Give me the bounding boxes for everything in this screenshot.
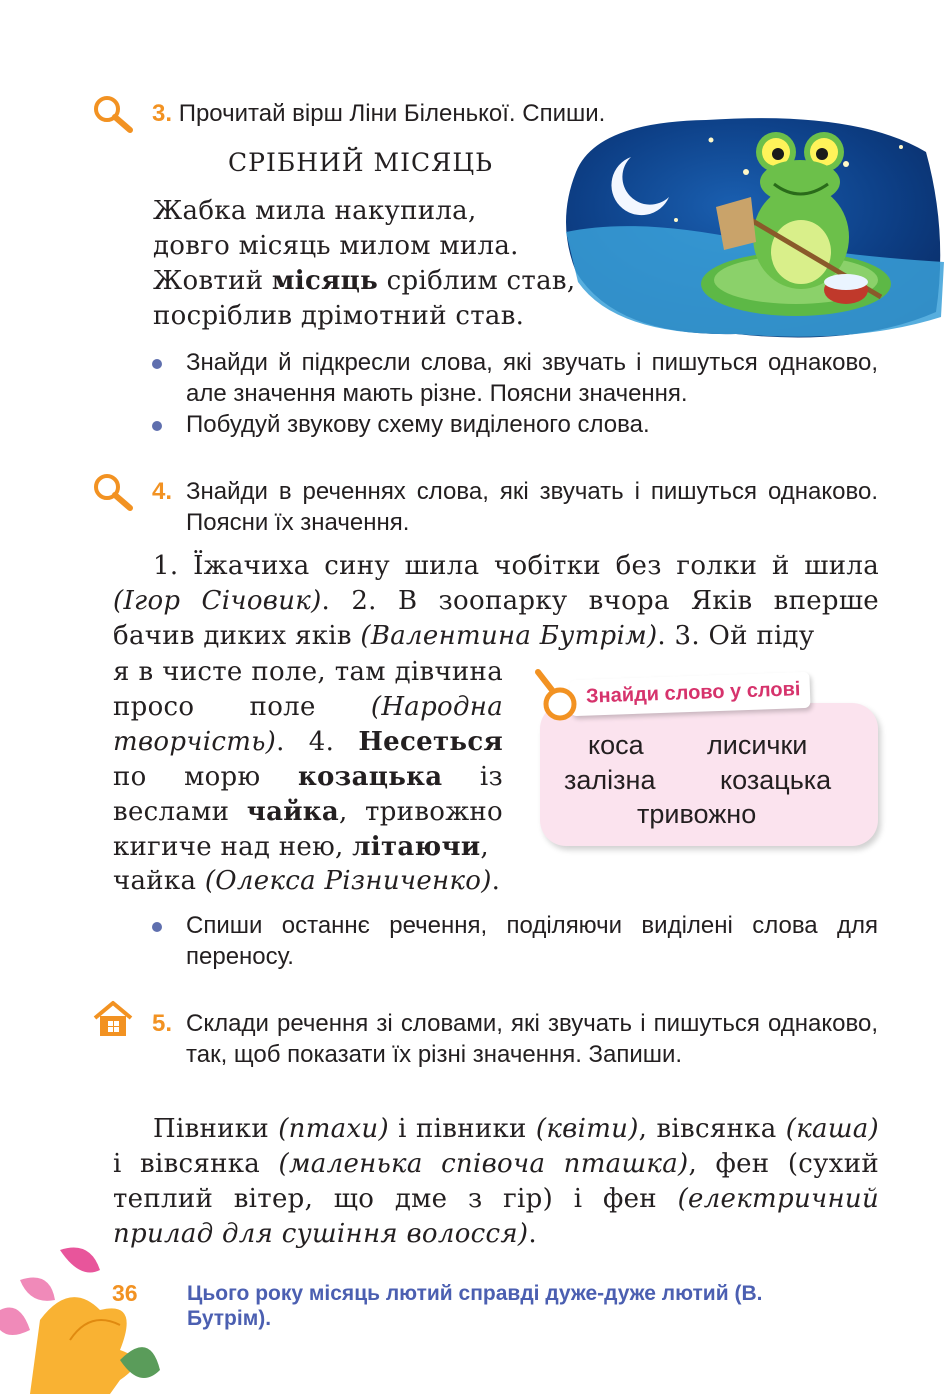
author-citation: (Олекса Різниченко)	[204, 866, 492, 896]
bullet-dot	[152, 421, 162, 431]
footer-quote: Цього року місяць лютий справді дуже-дуже лютий (В. Бутрім).	[187, 1282, 763, 1330]
magnifier-icon	[530, 666, 580, 724]
ex3-number: 3.	[152, 100, 173, 127]
poem-title: СРІБНИЙ МІСЯЦЬ	[228, 148, 493, 177]
ex4-paragraph-1: 1. Їжачиха сину шила чобітки без голки й шила (Ігор Січовик). 2. В зоопарку вчора Яків вперше бачив диких яків (Валентина Бутрім). 3. Ой піду	[113, 551, 879, 651]
page-number: 36	[112, 1280, 138, 1306]
poem	[153, 194, 593, 334]
magnifier-icon	[92, 472, 136, 512]
highlighted-word: чайка	[246, 797, 340, 827]
ex3-bullet-2: Побудуй звукову схему виділеного слова.	[186, 411, 650, 438]
poem-line: посріблив дрімотний став.	[153, 301, 525, 331]
box-word: лисички	[707, 730, 808, 760]
box-word: коса	[588, 730, 644, 760]
ex4-bullet-1: Спиши останнє речення, поділяючи виділені слова для переносу.	[186, 912, 878, 970]
poem-line: довго місяць милом мила.	[153, 231, 519, 261]
ex3-instruction: Прочитай вірш Ліни Біленької. Спиши.	[178, 100, 606, 127]
house-icon	[92, 1000, 134, 1038]
ex4-number: 4.	[152, 478, 173, 505]
author-citation: (Ігор Січовик)	[113, 586, 322, 616]
box-word: тривожно	[637, 799, 757, 829]
highlighted-word: Несеться	[358, 727, 503, 757]
poem-line: Жабка мила накупила,	[153, 196, 477, 226]
highlighted-word: козацька	[297, 762, 443, 792]
highlighted-word: літаючи	[352, 832, 481, 862]
highlighted-word: місяць	[271, 266, 379, 296]
author-citation: (Народна творчість)	[113, 692, 503, 757]
magnifier-icon	[92, 94, 136, 134]
box-word: залізна	[564, 765, 656, 795]
ex4-instruction: Знайди в реченнях слова, які звучать і пишуться однаково. Поясни їх значення.	[186, 478, 878, 536]
poem-line: Жовтий місяць сріблим став,	[153, 266, 576, 296]
ex5-text: Півники (птахи) і півники (квіти), вівсянка (каша) і вівсянка (маленька співоча пташка), фен (сухий теплий вітер, що дме з гір) і фен (електричний прилад для сушіння волосся).	[113, 1114, 879, 1249]
box-word: козацька	[720, 765, 832, 795]
word-box-tag-label: Знайди слово у слові	[585, 678, 801, 708]
autumn-leaves-decoration	[0, 1240, 170, 1394]
ex5-number: 5.	[152, 1010, 173, 1037]
ex5-instruction: Склади речення зі словами, які звучать і пишуться однаково, так, щоб показати їх різні значення. Запиши.	[186, 1010, 878, 1068]
ex4-paragraph-3: чайка (Олекса Різниченко).	[113, 866, 501, 896]
author-citation: (Валентина Бутрім)	[360, 621, 658, 651]
bullet-dot	[152, 359, 162, 369]
frog-illustration	[556, 112, 946, 340]
bullet-dot	[152, 922, 162, 932]
ex4-paragraph-2: я в чисте поле, там дівчина просо поле (Народна творчість). 4. Несеться по морю козацька із веслами чайка, тривожно кигиче над нею, літаючи,	[113, 657, 504, 862]
ex3-bullet-1: Знайди й підкресли слова, які звучать і пишуться однаково, але значення мають різне. Поясни значення.	[186, 349, 878, 407]
